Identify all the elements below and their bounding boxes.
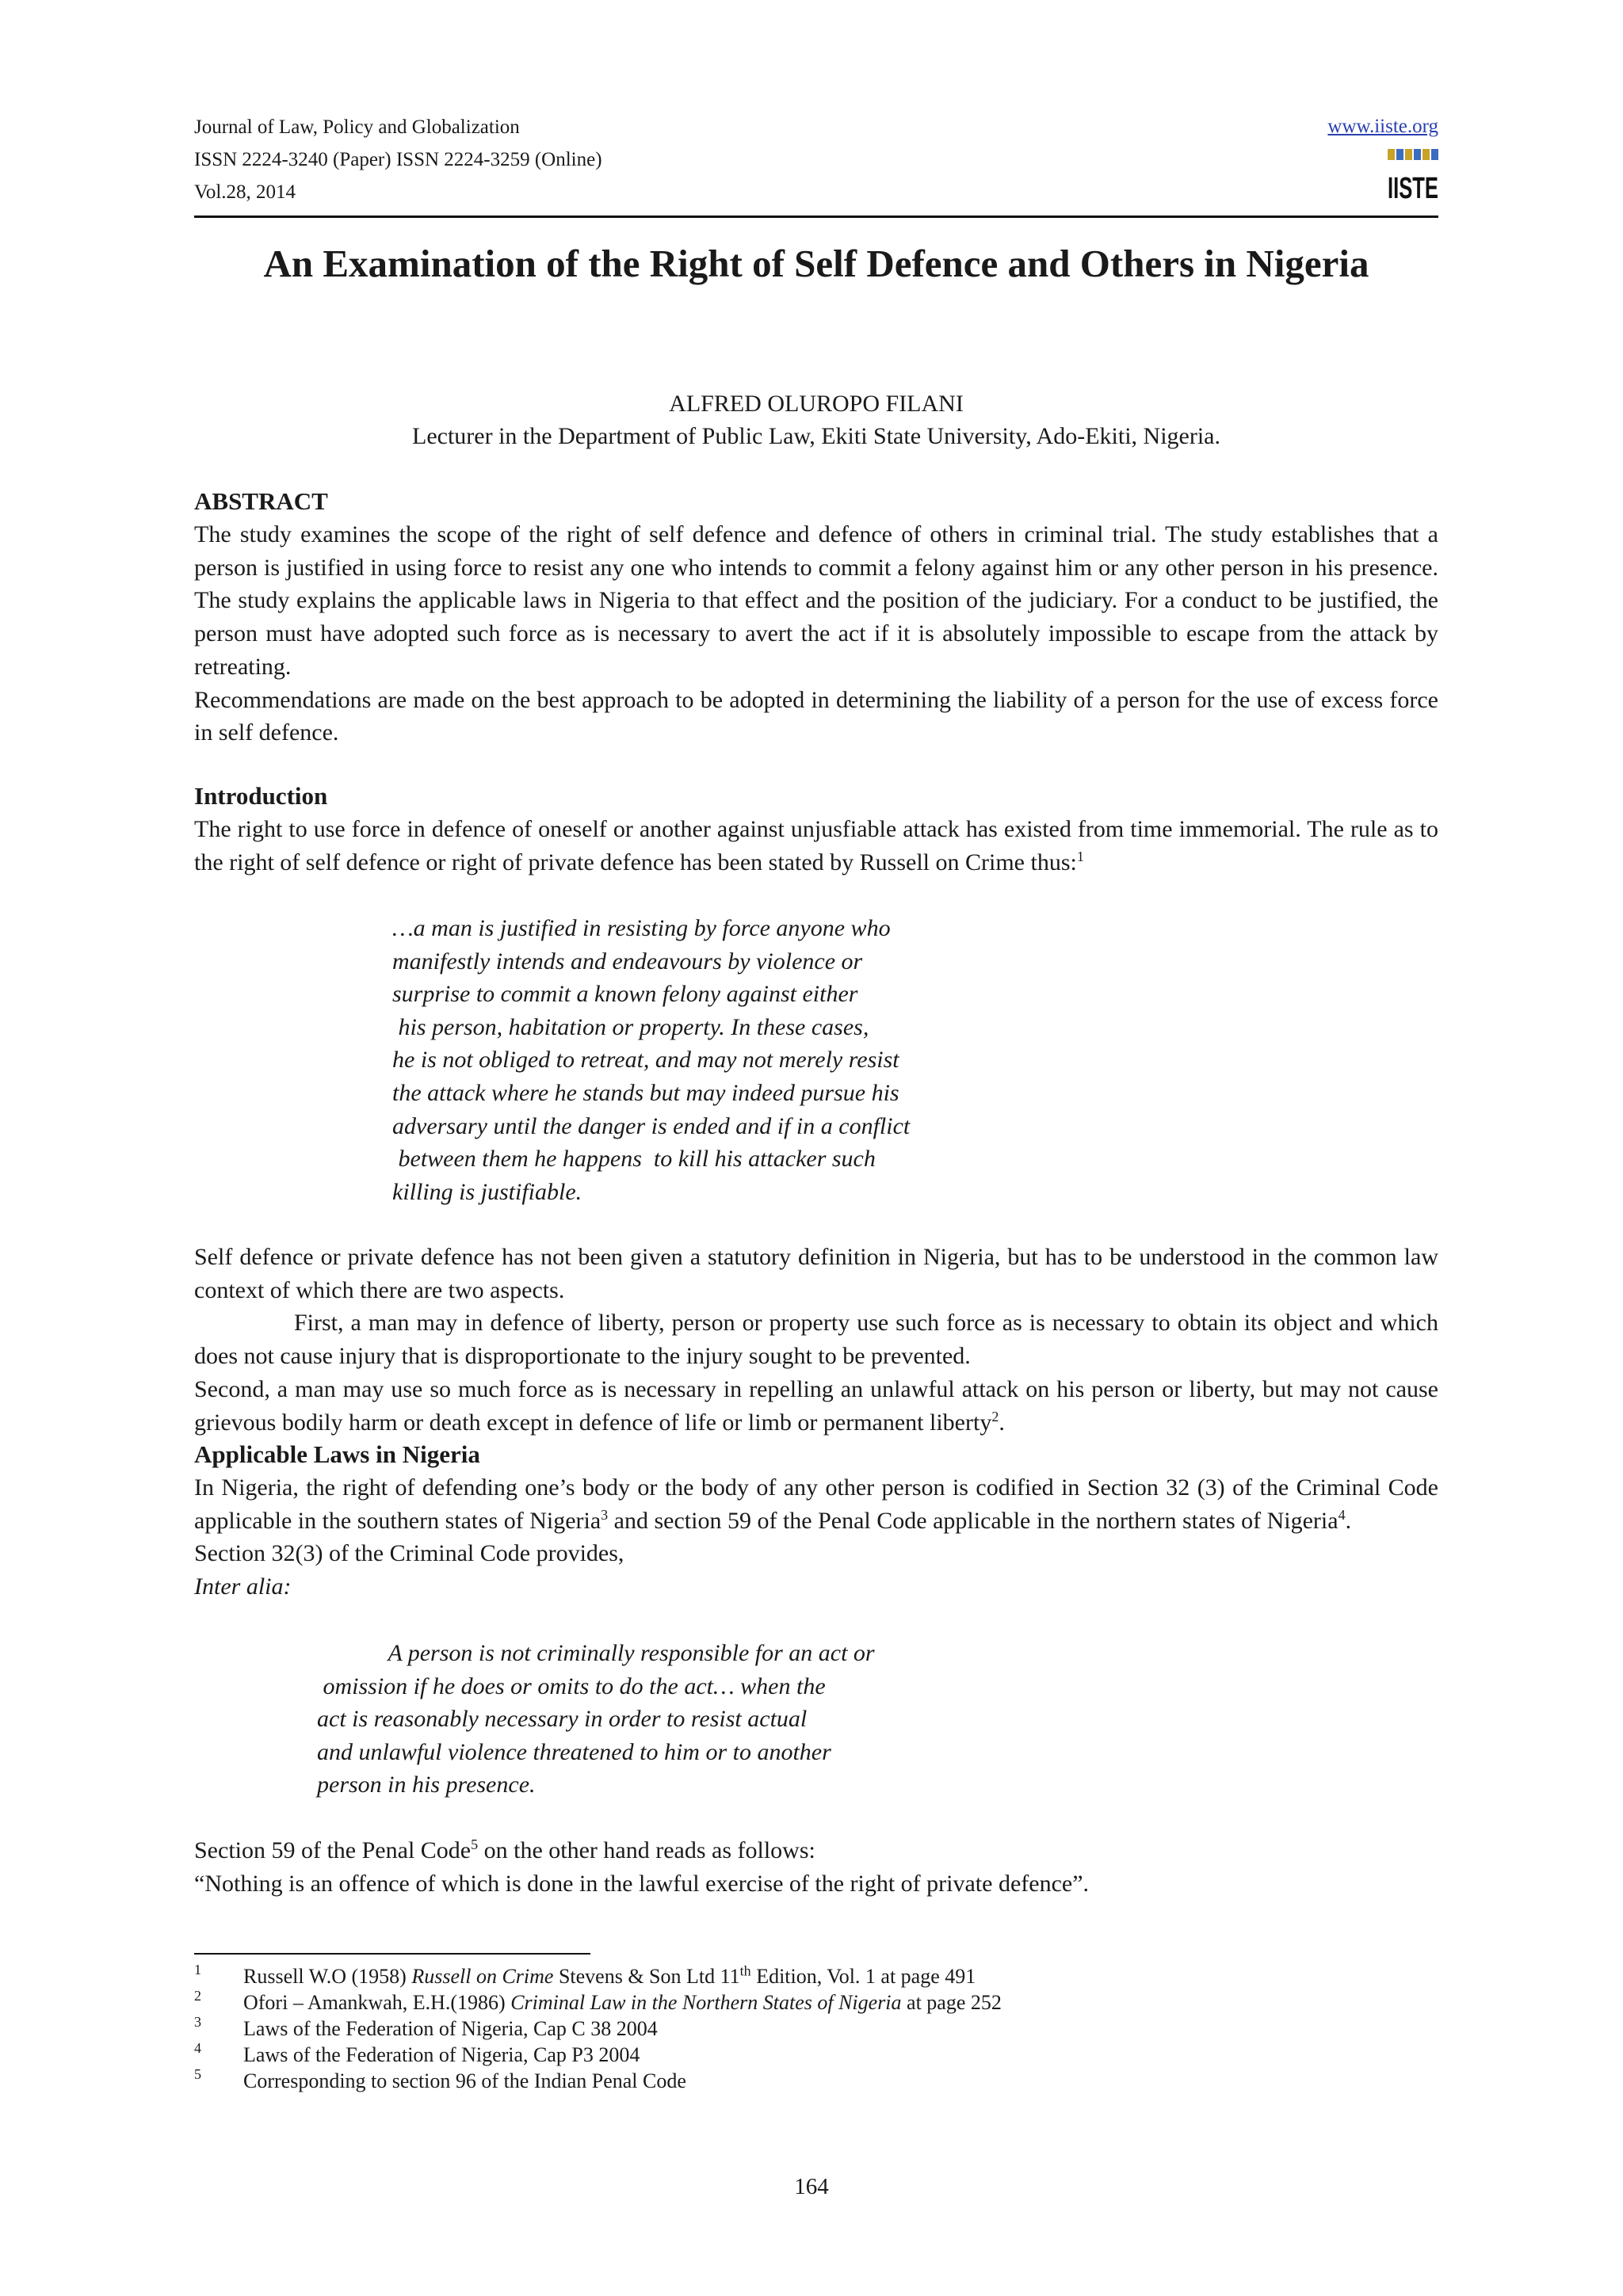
penal-code-body bbox=[194, 1834, 1438, 1900]
quote-line: surprise to commit a known felony against either bbox=[392, 981, 858, 1008]
footnote bbox=[194, 2016, 1438, 2042]
quote-line: manifestly intends and endeavours by violence or bbox=[392, 948, 863, 974]
criminal-code-quote bbox=[317, 1637, 875, 1802]
footnote-ref[interactable]: 2 bbox=[991, 1408, 999, 1425]
body-paragraph: Section 32(3) of the Criminal Code provides, bbox=[194, 1540, 624, 1567]
applicable-laws-heading: Applicable Laws in Nigeria bbox=[194, 1440, 480, 1468]
footnote-text: Laws of the Federation of Nigeria, Cap P3 2004 bbox=[243, 2043, 640, 2066]
footnote-ref[interactable]: 1 bbox=[1076, 848, 1084, 864]
footnote bbox=[194, 1989, 1438, 2016]
footnote-ref[interactable]: 3 bbox=[601, 1506, 609, 1523]
footnote bbox=[194, 2042, 1438, 2068]
abstract-paragraph: Recommendations are made on the best approach to be adopted in determining the liability of a person for the use of excess force in self defence. bbox=[194, 686, 1438, 746]
quote-line: killing is justifiable. bbox=[392, 1178, 582, 1205]
quote-line: the attack where he stands but may indeed pursue his bbox=[392, 1079, 899, 1106]
footnotes bbox=[194, 1963, 1438, 2094]
footnote-number: 2 bbox=[194, 1988, 201, 2004]
applicable-laws-body bbox=[194, 1471, 1438, 1604]
quote-line: …a man is justified in resisting by force anyone who bbox=[392, 915, 891, 941]
journal-name: Journal of Law, Policy and Globalization bbox=[194, 116, 520, 138]
author-name: ALFRED OLUROPO FILANI bbox=[669, 391, 964, 417]
iiste-logo bbox=[1388, 149, 1438, 203]
introduction-body bbox=[194, 813, 1438, 879]
footnote-ref[interactable]: 4 bbox=[1338, 1506, 1346, 1523]
abstract-paragraph: The study examines the scope of the right of self defence and defence of others in criminal trial. The study establishes that a person is justified in using force to resist any one who intends to commit a felony against him or any other person in his presence. The study explains the applicable laws in Nigeria to that effect and the position of the judiciary. For a conduct to be justified, the person must have adopted such force as is necessary to avert the act if it is absolutely impossible to escape from the attack by retreating. bbox=[194, 521, 1438, 680]
abstract-heading: ABSTRACT bbox=[194, 487, 328, 515]
introduction-paragraph: The right to use force in defence of oneself or another against unjusfiable attack has existed from time immemorial. The rule as to the right of self defence or right of private defence has been stated by Russell on Crime thus:$^1$ bbox=[194, 816, 1438, 875]
footnote bbox=[194, 1963, 1438, 1989]
footnote bbox=[194, 2068, 1438, 2094]
author-affiliation: Lecturer in the Department of Public Law, Ekiti State University, Ado-Ekiti, Nigeria. bbox=[412, 423, 1220, 449]
quote-line: he is not obliged to retreat, and may not merely resist bbox=[392, 1047, 899, 1074]
footnote-rule bbox=[194, 1953, 590, 1955]
self-defence-body bbox=[194, 1241, 1438, 1439]
footnote-text: Russell W.O (1958) Russell on Crime Stevens & Son Ltd 11th Edition, Vol. 1 at page 491 bbox=[243, 1962, 976, 1988]
footnote-number: 5 bbox=[194, 2066, 201, 2082]
footnote-number: 1 bbox=[194, 1962, 201, 1978]
body-paragraph: Second, a man may use so much force as is necessary in repelling an unlawful attack on his person or liberty, but may not cause grievous bodily harm or death except in defence of life or limb or permanent liberty$^2$. bbox=[194, 1375, 1438, 1436]
header-rule bbox=[194, 215, 1438, 218]
body-paragraph: First, a man may in defence of liberty, person or property use such force as is necessary to obtain its object and which does not cause injury that is disproportionate to the injury sought to be prevented. bbox=[194, 1310, 1438, 1370]
footnote-text: Ofori – Amankwah, E.H.(1986) Criminal Law in the Northern States of Nigeria at page 252 bbox=[243, 1991, 1002, 2014]
quote-line: person in his presence. bbox=[317, 1772, 536, 1798]
body-paragraph: “Nothing is an offence of which is done in the lawful exercise of the right of private defence”. bbox=[194, 1870, 1090, 1897]
footnote-number: 4 bbox=[194, 2040, 201, 2056]
svg-text:IISTE: IISTE bbox=[1388, 172, 1438, 205]
footnote-text: Corresponding to section 96 of the Indian Penal Code bbox=[243, 2069, 686, 2092]
quote-line: his person, habitation or property. In these cases, bbox=[392, 1013, 869, 1040]
russell-quote bbox=[392, 912, 910, 1208]
journal-url-link[interactable]: www.iiste.org bbox=[1327, 116, 1438, 137]
quote-line: and unlawful violence threatened to him or to another bbox=[317, 1738, 831, 1765]
paper-title: An Examination of the Right of Self Defence and Others in Nigeria bbox=[263, 242, 1369, 285]
quote-line: adversary until the danger is ended and if in a conflict bbox=[392, 1112, 911, 1139]
body-paragraph: Section 59 of the Penal Code$^5$ on the other hand reads as follows: bbox=[194, 1836, 815, 1863]
footnote-text: Laws of the Federation of Nigeria, Cap C 38 2004 bbox=[243, 2017, 658, 2040]
body-paragraph: In Nigeria, the right of defending one’s body or the body of any other person is codified in Section 32 (3) of the Criminal Code applicable in the southern states of Nigeria$^3$ and section 59 of the Penal Code applicable in the northern states of Nigeria$^4$. bbox=[194, 1474, 1438, 1534]
quote-line: act is reasonably necessary in order to resist actual bbox=[317, 1706, 808, 1733]
quote-line: A person is not criminally responsible for an act or bbox=[317, 1640, 875, 1666]
body-paragraph: Inter alia: bbox=[194, 1573, 292, 1600]
quote-line: omission if he does or omits to do the act… when the bbox=[317, 1672, 826, 1699]
page-number: 164 bbox=[794, 2174, 829, 2199]
abstract-body bbox=[194, 518, 1438, 749]
footnote-number: 3 bbox=[194, 2014, 201, 2030]
body-paragraph: Self defence or private defence has not been given a statutory definition in Nigeria, but has to be understood in the common law context of which there are two aspects. bbox=[194, 1244, 1438, 1303]
footnote-ref[interactable]: 5 bbox=[471, 1836, 479, 1852]
introduction-heading: Introduction bbox=[194, 782, 328, 810]
issn: ISSN 2224-3240 (Paper) ISSN 2224-3259 (Online) bbox=[194, 149, 602, 170]
quote-line: between them he happens to kill his attacker such bbox=[392, 1146, 876, 1173]
volume: Vol.28, 2014 bbox=[194, 181, 296, 203]
